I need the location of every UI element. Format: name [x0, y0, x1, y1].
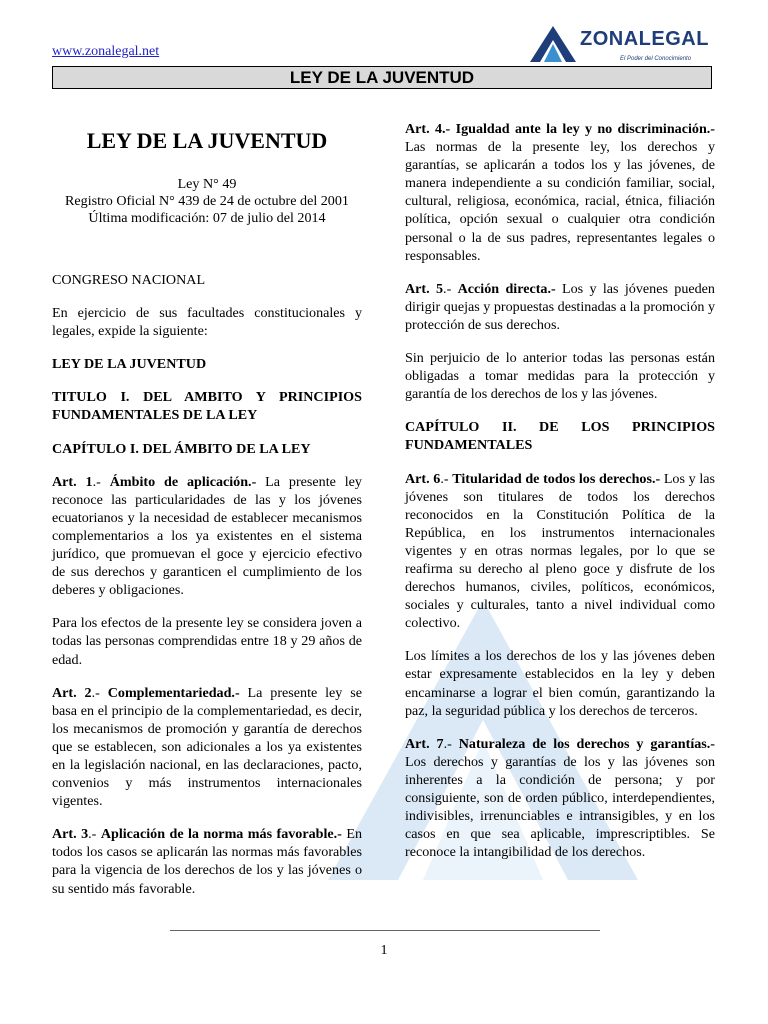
law-number: Ley N° 49: [177, 176, 237, 192]
footer-divider: [170, 930, 600, 931]
logo-triangle-icon: [528, 24, 578, 66]
titulo-heading: TITULO I. DEL AMBITO Y PRINCIPIOS FUNDAMENTALES DE LA LEY: [52, 389, 362, 424]
last-modification: Última modificación: 07 de julio del 2014: [88, 210, 326, 226]
site-link[interactable]: www.zonalegal.net: [52, 44, 160, 59]
capitulo-heading: CAPÍTULO I. DEL ÁMBITO DE LA LEY: [52, 440, 311, 457]
congreso-heading: CONGRESO NACIONAL: [52, 272, 206, 288]
article-7: Art. 7.- Naturaleza de los derechos y garantías.- Los derechos y garantías de los y las jóvenes son inherentes a la condición de persona; y por consiguiente, son de orden público, interdependientes, indivisibles, irrenunciables e intransigibles, y en los casos en que sea aplicable, imprescriptibles. Se reconoce la intangibilidad de los derechos.: [405, 735, 715, 861]
document-title: LEY DE LA JUVENTUD: [86, 128, 328, 153]
document-metadata: [52, 176, 362, 227]
article-6: Art. 6.- Titularidad de todos los derechos.- Los y las jóvenes son titulares de todos los derechos reconocidos en la Constitución Política de la República, en los instrumentos internacionales vigentes y en otras normas legales, por lo que se reafirma su derecho al pleno goce y disfrute de los derechos humanos, civiles, políticos, económicos, sociales y culturales, tanto a nivel individual como colectivo.: [405, 470, 715, 632]
article-1: Art. 1.- Ámbito de aplicación.- La presente ley reconoce las particularidades de las y los jóvenes ecuatorianos y la necesidad de establecer mecanismos complementarios a los ya existentes en el sistema jurídico, que promuevan el goce y ejercicio efectivo de sus derechos y garanticen el cumplimiento de los deberes y obligaciones.: [52, 473, 362, 599]
right-column: [405, 120, 715, 876]
zonalegal-logo: [528, 24, 708, 66]
registro-oficial: Registro Oficial N° 439 de 24 de octubre del 2001: [65, 193, 349, 209]
page-number: 1: [380, 943, 388, 958]
logo-name: ZONALEGAL: [580, 28, 709, 50]
law-heading: LEY DE LA JUVENTUD: [52, 356, 207, 373]
article-3: Art. 3.- Aplicación de la norma más favorable.- En todos los casos se aplicarán las normas más favorables para la vigencia de los derechos de los y las jóvenes o su sentido más favorable.: [52, 826, 362, 897]
article-2: Art. 2.- Complementariedad.- La presente ley se basa en el principio de la complementariedad, es decir, los mecanismos de promoción y garantía de derechos que se establecen, son adicionales a los ya existentes en la legislación nacional, en las declaraciones, pacto, convenios y más instrumentos internacionales vigentes.: [52, 684, 362, 810]
capitulo-2-heading: CAPÍTULO II. DE LOS PRINCIPIOS FUNDAMENTALES: [405, 419, 715, 454]
logo-tagline: El Poder del Conocimiento: [620, 56, 692, 62]
article-5-paragraph-2: Sin perjuicio de lo anterior todas las personas están obligadas a tomar medidas para la protección y garantía de los derechos de los y las jóvenes.: [405, 350, 715, 403]
header-title-bar: LEY DE LA JUVENTUD: [52, 66, 712, 89]
article-6-paragraph-2: Los límites a los derechos de los y las jóvenes deben estar expresamente establecidos en la ley y deben encaminarse a lograr el bien común, garantizando la paz, la seguridad pública y los derechos de terceros.: [405, 648, 715, 719]
article-5: Art. 5.- Acción directa.- Los y las jóvenes pueden dirigir quejas y propuestas destinadas a la promoción y protección de sus derechos.: [405, 280, 715, 333]
article-1-paragraph-2: Para los efectos de la presente ley se considera joven a todas las personas comprendidas entre 18 y 29 años de edad.: [52, 615, 362, 668]
article-4: Art. 4.- Igualdad ante la ley y no discriminación.- Las normas de la presente ley, los derechos y garantías, se aplicarán a todos los y las jóvenes, de manera independiente a su condición familiar, social, cultural, religiosa, económica, racial, étnica, filiación política, opción sexual o cualquier otra condición personal o la de sus padres, representantes legales o responsables.: [405, 121, 716, 264]
left-column: [52, 120, 362, 913]
preamble: En ejercicio de sus facultades constitucionales y legales, expide la siguiente:: [52, 305, 362, 340]
